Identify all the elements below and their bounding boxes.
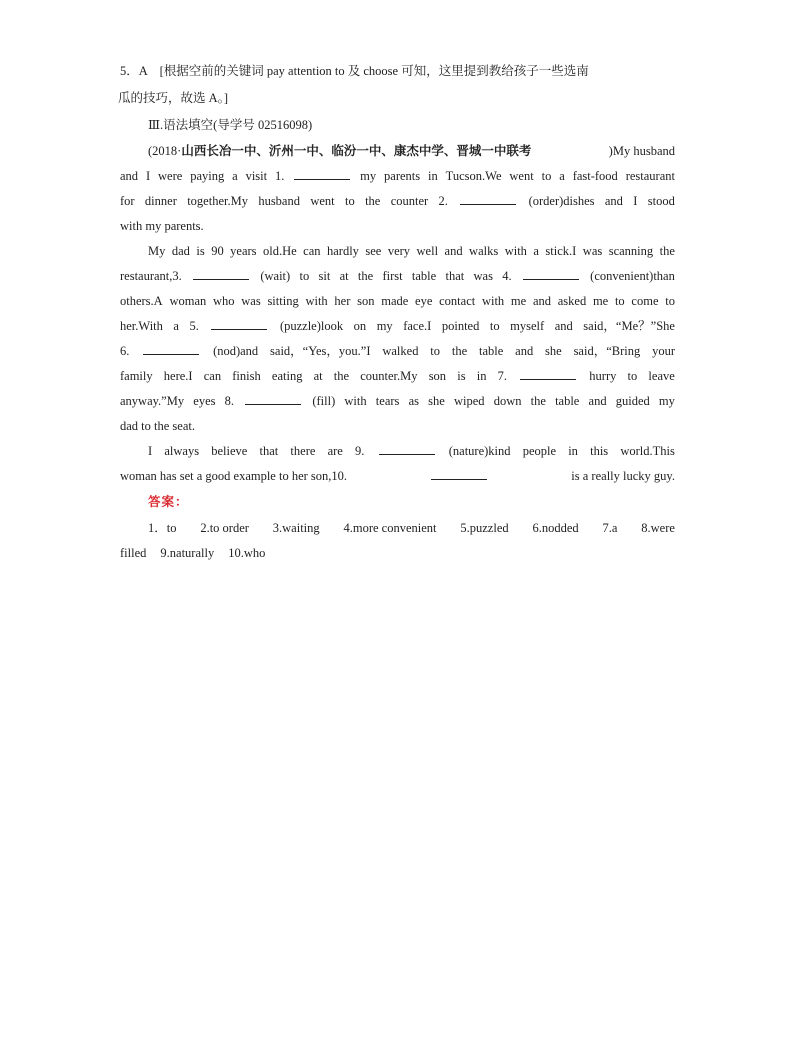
passage-line <box>120 189 675 214</box>
passage-word: 5. <box>189 319 199 333</box>
passage-line <box>120 389 675 414</box>
passage-word: to <box>344 194 355 208</box>
passage-word: was <box>473 269 493 283</box>
answer-explanation-line-1: 5．A [根据空前的关键词 pay attention to 及 choose 可知，这里提到教给孩子一些选南 <box>120 64 589 78</box>
passage-word: first <box>382 269 403 283</box>
answer-item: 1．to <box>148 521 177 535</box>
answer-item: 4.more convenient <box>343 521 437 535</box>
passage-word: wiped <box>453 394 485 408</box>
passage-word: 1. <box>275 169 285 183</box>
passage-word: contact <box>439 294 476 308</box>
passage-word: paying <box>190 169 225 183</box>
passage-line <box>120 414 675 439</box>
passage-word: the <box>530 394 546 408</box>
answer-item: filled <box>120 546 147 560</box>
passage-word: My <box>148 244 166 258</box>
passage-word: 90 <box>211 244 224 258</box>
passage-word: restaurant,3. <box>120 269 182 283</box>
passage-word: hardly <box>326 244 359 258</box>
passage-word: old.He <box>263 244 297 258</box>
passage-word: people <box>522 444 557 458</box>
passage-word: anyway.”My <box>120 394 185 408</box>
passage-line <box>120 464 675 489</box>
passage-word: visit <box>245 169 268 183</box>
passage-word: went <box>310 194 335 208</box>
passage-word: woman <box>169 294 207 308</box>
passage-word: stick.I <box>545 244 577 258</box>
passage-word: (fill) <box>312 394 336 408</box>
passage-word: parents <box>384 169 421 183</box>
passage-word: sitting <box>267 294 299 308</box>
passage-word: a <box>559 169 565 183</box>
passage-word: is <box>457 369 466 383</box>
passage-word: and <box>588 394 607 408</box>
passage-word: that <box>445 269 465 283</box>
answer-blank[interactable] <box>245 390 301 405</box>
passage-word: dad to the seat. <box>120 419 195 433</box>
passage-word: and <box>554 319 573 333</box>
answer-blank[interactable] <box>460 190 516 205</box>
answer-item: 2.to order <box>200 521 249 535</box>
answer-item: 9.naturally <box>160 546 215 560</box>
passage-word: me <box>510 294 527 308</box>
passage-word: stood <box>647 194 675 208</box>
passage-word: (nature)kind <box>448 444 511 458</box>
passage-word: I <box>148 444 153 458</box>
passage-word: in <box>428 169 438 183</box>
passage-word: scanning <box>608 244 654 258</box>
passage-word: 6. <box>120 344 130 358</box>
answer-explanation-line-2: 瓜的技巧，故选 A。] <box>118 91 229 105</box>
passage-word: 2. <box>438 194 448 208</box>
passage-word: dinner <box>144 194 177 208</box>
passage-word: well <box>416 244 439 258</box>
answer-blank[interactable] <box>294 165 350 180</box>
passage-word: others.A <box>120 294 163 308</box>
passage-word: table <box>479 344 504 358</box>
answer-item: 7.a <box>602 521 618 535</box>
passage-word: was <box>582 244 603 258</box>
answer-blank[interactable] <box>143 340 199 355</box>
passage-word: are <box>327 444 343 458</box>
passage-word: counter <box>390 194 429 208</box>
passage-line <box>120 364 675 389</box>
passage-word: made <box>381 294 409 308</box>
passage-word: the <box>365 194 381 208</box>
answer-blank[interactable] <box>523 265 579 280</box>
answer-key-line-2 <box>120 541 675 566</box>
passage-word: and <box>120 169 139 183</box>
passage-word: at <box>339 269 349 283</box>
passage-word: together.My <box>187 194 248 208</box>
answer-key-line-1 <box>120 516 675 541</box>
passage-word: 7. <box>497 369 507 383</box>
passage-word: tears <box>375 394 400 408</box>
passage-word: (convenient)than <box>590 269 675 283</box>
passage-word: a <box>533 244 539 258</box>
passage-word: said，“Me？”She <box>583 319 675 333</box>
passage-word: to <box>665 294 675 308</box>
passage-word: the <box>659 244 675 258</box>
passage-word: fast-food <box>572 169 618 183</box>
passage-word: her <box>334 294 351 308</box>
passage-word: and <box>532 294 551 308</box>
passage-word: Tucson.We <box>445 169 502 183</box>
passage-word: my <box>376 319 393 333</box>
passage-word: with my parents. <box>120 219 204 233</box>
passage-word: asked <box>557 294 587 308</box>
passage-word: see <box>365 244 382 258</box>
passage-word: (puzzle)look <box>279 319 344 333</box>
passage-word: for <box>120 194 135 208</box>
passage-word: can <box>303 244 321 258</box>
source-open: (2018· <box>148 144 182 158</box>
passage-word: (wait) <box>260 269 291 283</box>
passage-line <box>120 214 675 239</box>
passage-word: that <box>259 444 279 458</box>
passage-word: table <box>411 269 437 283</box>
passage-word: pointed <box>441 319 480 333</box>
passage-word: the <box>357 269 374 283</box>
passage-word: the <box>451 344 468 358</box>
passage-word: I <box>633 194 638 208</box>
passage-word: said，“Yes，you.”I <box>270 344 371 358</box>
passage-word: 4. <box>502 269 512 283</box>
passage-line <box>120 164 675 189</box>
answer-item: 3.waiting <box>272 521 320 535</box>
passage-word: finish <box>232 369 261 383</box>
passage-word: who <box>212 294 235 308</box>
passage-word: myself <box>510 319 545 333</box>
passage-word: and <box>444 244 463 258</box>
answer-item: 6.nodded <box>532 521 579 535</box>
passage-word: was <box>241 294 261 308</box>
passage-word: walks <box>469 244 499 258</box>
passage-word: here.I <box>163 369 193 383</box>
passage-word: in <box>568 444 578 458</box>
passage-word: son <box>428 369 447 383</box>
passage-word: with <box>305 294 328 308</box>
passage-word: and <box>515 344 534 358</box>
passage-word: a <box>232 169 238 183</box>
passage-word: years <box>230 244 257 258</box>
answer-blank[interactable] <box>379 440 435 455</box>
passage-word: were <box>158 169 183 183</box>
passage-word: with <box>344 394 367 408</box>
passage-word: always <box>164 444 200 458</box>
passage-word: to <box>627 369 638 383</box>
passage-word: with <box>504 244 527 258</box>
passage-word: my <box>360 169 377 183</box>
source-close: )My husband <box>608 144 675 158</box>
passage-line <box>120 439 675 464</box>
passage-word: table <box>555 394 580 408</box>
passage-word: guided <box>615 394 650 408</box>
passage-word: son <box>357 294 375 308</box>
passage-line <box>120 314 675 339</box>
passage-line <box>120 264 675 289</box>
passage-word: face.I <box>403 319 432 333</box>
passage-word: family <box>120 369 153 383</box>
passage-word: my <box>658 394 675 408</box>
passage-word: to <box>489 319 500 333</box>
passage-word: I <box>145 169 151 183</box>
source-schools: 山西长冶一中、沂州一中、临汾一中、康杰中学、晋城一中联考 <box>181 144 532 158</box>
passage <box>120 164 675 489</box>
answer-heading: 答案： <box>148 495 189 509</box>
passage-word: (order)dishes <box>528 194 595 208</box>
passage-word: down <box>493 394 522 408</box>
answer-blank[interactable] <box>520 365 576 380</box>
passage-word: come <box>631 294 659 308</box>
passage-word: with <box>481 294 505 308</box>
passage-word: 9. <box>355 444 365 458</box>
answer-blank[interactable] <box>431 465 487 480</box>
passage-word: husband <box>258 194 300 208</box>
passage-word: to <box>430 344 441 358</box>
passage-word: a <box>173 319 179 333</box>
answer-blank[interactable] <box>211 315 267 330</box>
passage-line <box>120 339 675 364</box>
answer-blank[interactable] <box>193 265 249 280</box>
passage-word: world.This <box>620 444 675 458</box>
source-line <box>120 139 675 164</box>
passage-word: said，“Bring <box>573 344 641 358</box>
passage-word: is <box>196 244 205 258</box>
passage-word: is a really lucky guy. <box>571 469 675 483</box>
passage-word: woman has set a good example to her son,10. <box>120 469 348 483</box>
passage-word: her.With <box>120 319 163 333</box>
passage-word: to <box>614 294 625 308</box>
passage-word: me <box>592 294 609 308</box>
passage-word: to <box>299 269 310 283</box>
answer-item: 8.were <box>641 521 675 535</box>
passage-word: eating <box>271 369 303 383</box>
passage-word: believe <box>211 444 248 458</box>
answer-item: 10.who <box>228 546 266 560</box>
passage-word: dad <box>171 244 190 258</box>
passage-word: restaurant <box>625 169 675 183</box>
passage-word: to <box>541 169 552 183</box>
passage-word: the <box>333 369 350 383</box>
passage-line <box>120 239 675 264</box>
passage-word: leave <box>648 369 675 383</box>
document-page <box>120 58 675 566</box>
passage-word: there <box>290 444 316 458</box>
passage-word: walked <box>382 344 419 358</box>
passage-word: counter.My <box>360 369 418 383</box>
passage-word: went <box>509 169 534 183</box>
passage-word: on <box>353 319 367 333</box>
answer-item: 5.puzzled <box>460 521 509 535</box>
passage-word: hurry <box>589 369 617 383</box>
passage-word: in <box>476 369 487 383</box>
passage-word: (nod)and <box>213 344 259 358</box>
passage-word: she <box>545 344 562 358</box>
passage-word: sit <box>318 269 331 283</box>
passage-word: she <box>428 394 445 408</box>
section-heading: Ⅲ.语法填空(导学号 02516098) <box>148 118 313 132</box>
passage-word: 8. <box>224 394 235 408</box>
passage-word: as <box>408 394 419 408</box>
passage-word: very <box>387 244 411 258</box>
passage-word: can <box>203 369 222 383</box>
passage-word: eyes <box>193 394 216 408</box>
passage-word: and <box>604 194 623 208</box>
passage-word: at <box>313 369 323 383</box>
passage-word: your <box>652 344 675 358</box>
passage-word: eye <box>415 294 433 308</box>
passage-word: this <box>590 444 609 458</box>
passage-line <box>120 289 675 314</box>
